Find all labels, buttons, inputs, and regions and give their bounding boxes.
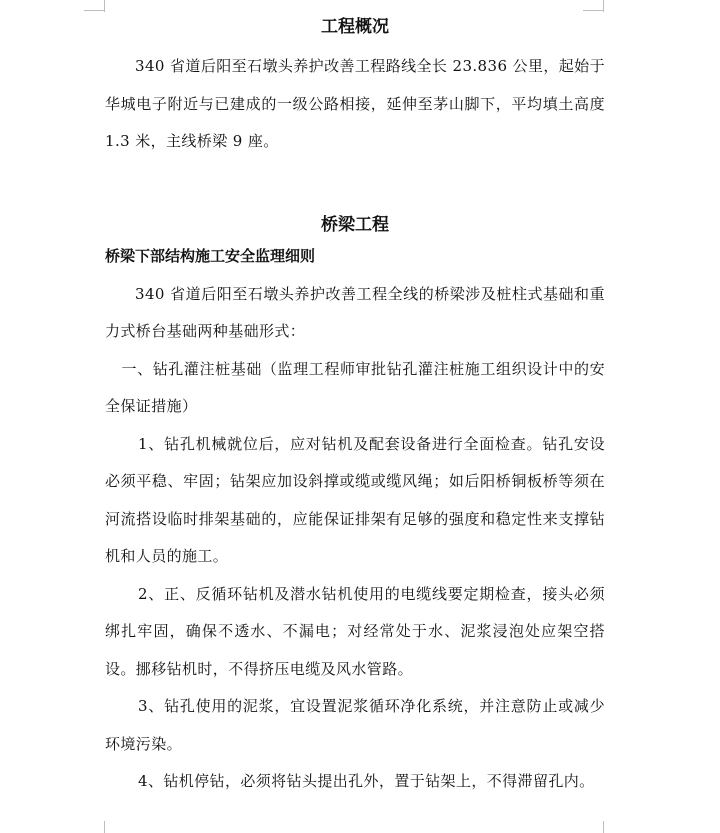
crop-mark-bottom-right: [603, 821, 624, 833]
crop-mark-bottom-left: [84, 821, 105, 833]
bridge-subheading: 桥梁下部结构施工安全监理细则: [105, 246, 316, 265]
crop-mark-top-right-h: [583, 10, 603, 11]
document-body: [105, 14, 605, 801]
list-item: 4、钻机停钻，必须将钻头提出孔外，置于钻架上，不得滞留孔内。: [138, 772, 595, 790]
section-one-paragraph: 一、钻孔灌注桩基础（监理工程师审批钻孔灌注桩施工组织设计中的安全保证措施）: [105, 359, 605, 415]
list-item: 1、钻孔机械就位后，应对钻机及配套设备进行全面检查。钻孔安设必须平稳、牢固；钻架应加设斜撑或缆或缆风绳；如后阳桥铜板桥等须在河流搭设临时排架基础的，应能保证排架有足够的强度和稳定性来支撑钻机和人员的施工。: [105, 434, 605, 565]
overview-paragraph: 340 省道后阳至石墩头养护改善工程路线全长 23.836 公里，起始于华城电子附近与已建成的一级公路相接，延伸至茅山脚下，平均填土高度 1.3 米，主线桥梁 9 座。: [105, 57, 605, 150]
crop-mark-top-right: [603, 0, 624, 12]
overview-heading: 工程概况: [321, 17, 389, 37]
bridge-intro-paragraph: 340 省道后阳至石墩头养护改善工程全线的桥梁涉及桩柱式基础和重力式桥台基础两种基础形式：: [105, 284, 605, 340]
list-item: 3、钻孔使用的泥浆，宜设置泥浆循环净化系统，并注意防止或减少环境污染。: [105, 697, 605, 753]
list-item: 2、正、反循环钻机及潜水钻机使用的电缆线要定期检查，接头必须绑扎牢固，确保不透水、不漏电；对经常处于水、泥浆浸泡处应架空搭设。挪移钻机时，不得挤压电缆及风水管路。: [105, 584, 605, 678]
crop-mark-top-left-h: [84, 10, 104, 11]
bridge-heading: 桥梁工程: [321, 214, 389, 235]
